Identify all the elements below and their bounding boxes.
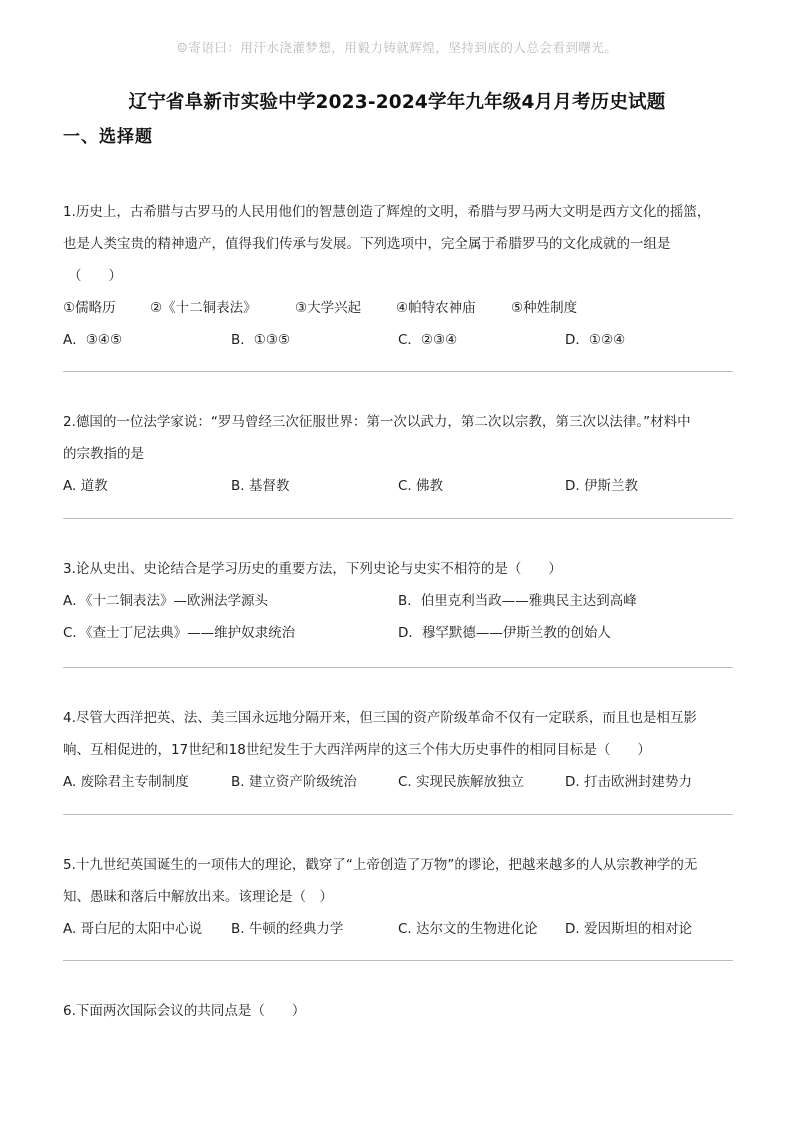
option-c[interactable]: C．②③④: [398, 332, 458, 348]
question-divider: [63, 960, 733, 961]
option-b[interactable]: B. 牛顿的经典力学: [231, 921, 344, 937]
question-stem-line: 1.历史上，古希腊与古罗马的人民用他们的智慧创造了辉煌的文明，希腊与罗马两大文明是西方文化的摇篮，: [63, 204, 711, 220]
question-stem-line: 的宗教指的是: [63, 446, 144, 462]
question-3: [63, 553, 735, 649]
section-heading: 一、选择题: [63, 127, 153, 147]
option-c[interactable]: C. 佛教: [398, 478, 444, 494]
header-motto: ☺寄语曰：用汗水浇灌梦想，用毅力铸就辉煌，坚持到底的人总会看到曙光。: [176, 40, 618, 55]
option-b[interactable]: B．①③⑤: [231, 332, 291, 348]
option-d[interactable]: D．①②④: [565, 332, 626, 348]
question-stem-line: 6.下面两次国际会议的共同点是（ ）: [63, 1003, 306, 1019]
option-d[interactable]: D. 爱因斯坦的相对论: [565, 921, 692, 937]
option-d[interactable]: D. 打击欧洲封建势力: [565, 774, 692, 790]
option-c[interactable]: C. 实现民族解放独立: [398, 774, 525, 790]
option-a[interactable]: A. 哥白尼的太阳中心说: [63, 921, 203, 937]
answer-options-row: [63, 470, 735, 502]
question-divider: [63, 814, 733, 815]
question-2: [63, 406, 735, 502]
option-b[interactable]: B．伯里克利当政——雅典民主达到高峰: [398, 593, 637, 609]
question-divider: [63, 371, 733, 372]
answer-options-row: [63, 324, 735, 356]
answer-options-row: [63, 585, 735, 617]
question-item: ③大学兴起: [295, 300, 362, 316]
question-stem-line: 3.论从史出、史论结合是学习历史的重要方法，下列史论与史实不相符的是（ ）: [63, 561, 562, 577]
question-1: [63, 196, 735, 356]
question-stem-line: 5.十九世纪英国诞生的一项伟大的理论，戳穿了“上帝创造了万物”的谬论，把越来越多的人从宗教神学的无: [63, 857, 698, 873]
question-stem-line: 4.尽管大西洋把英、法、美三国永远地分隔开来，但三国的资产阶级革命不仅有一定联系，而且也是相互影: [63, 710, 697, 726]
option-d[interactable]: D．穆罕默德——伊斯兰教的创始人: [398, 625, 611, 641]
question-item: ⑤种姓制度: [511, 300, 578, 316]
question-stem-line: 2.德国的一位法学家说：“罗马曾经三次征服世界：第一次以武力，第二次以宗教，第三次以法律。”材料中: [63, 414, 691, 430]
document-title: 辽宁省阜新市实验中学2023-2024学年九年级4月月考历史试题: [128, 92, 666, 113]
question-stem-line: 也是人类宝贵的精神遗产，值得我们传承与发展。下列选项中，完全属于希腊罗马的文化成就的一组是: [63, 236, 671, 252]
option-b[interactable]: B. 基督教: [231, 478, 290, 494]
question-4: [63, 702, 735, 798]
question-stem-line: （ ）: [68, 268, 122, 284]
question-item: ④帕特农神庙: [396, 300, 476, 316]
answer-options-row: [63, 913, 735, 945]
option-c[interactable]: C．《查士丁尼法典》——维护奴隶统治: [63, 625, 296, 641]
option-d[interactable]: D. 伊斯兰教: [565, 478, 638, 494]
answer-options-row: [63, 617, 735, 649]
question-stem-line: 响、互相促进的，17世纪和18世纪发生于大西洋两岸的这三个伟大历史事件的相同目标是（ ）: [63, 742, 651, 758]
option-a[interactable]: A. 废除君主专制制度: [63, 774, 189, 790]
question-5: [63, 849, 735, 945]
question-divider: [63, 518, 733, 519]
option-a[interactable]: A．《十二铜表法》—欧洲法学源头: [63, 593, 268, 609]
option-a[interactable]: A. 道教: [63, 478, 108, 494]
question-item: ②《十二铜表法》: [150, 300, 257, 316]
question-divider: [63, 667, 733, 668]
option-b[interactable]: B. 建立资产阶级统治: [231, 774, 357, 790]
option-c[interactable]: C. 达尔文的生物进化论: [398, 921, 538, 937]
option-a[interactable]: A．③④⑤: [63, 332, 123, 348]
question-6: [63, 995, 735, 1027]
answer-options-row: [63, 766, 735, 798]
question-item: ①儒略历: [63, 300, 116, 316]
question-stem-line: 知、愚昧和落后中解放出来。该理论是（ ）: [63, 889, 333, 905]
question-items-row: [63, 292, 735, 324]
